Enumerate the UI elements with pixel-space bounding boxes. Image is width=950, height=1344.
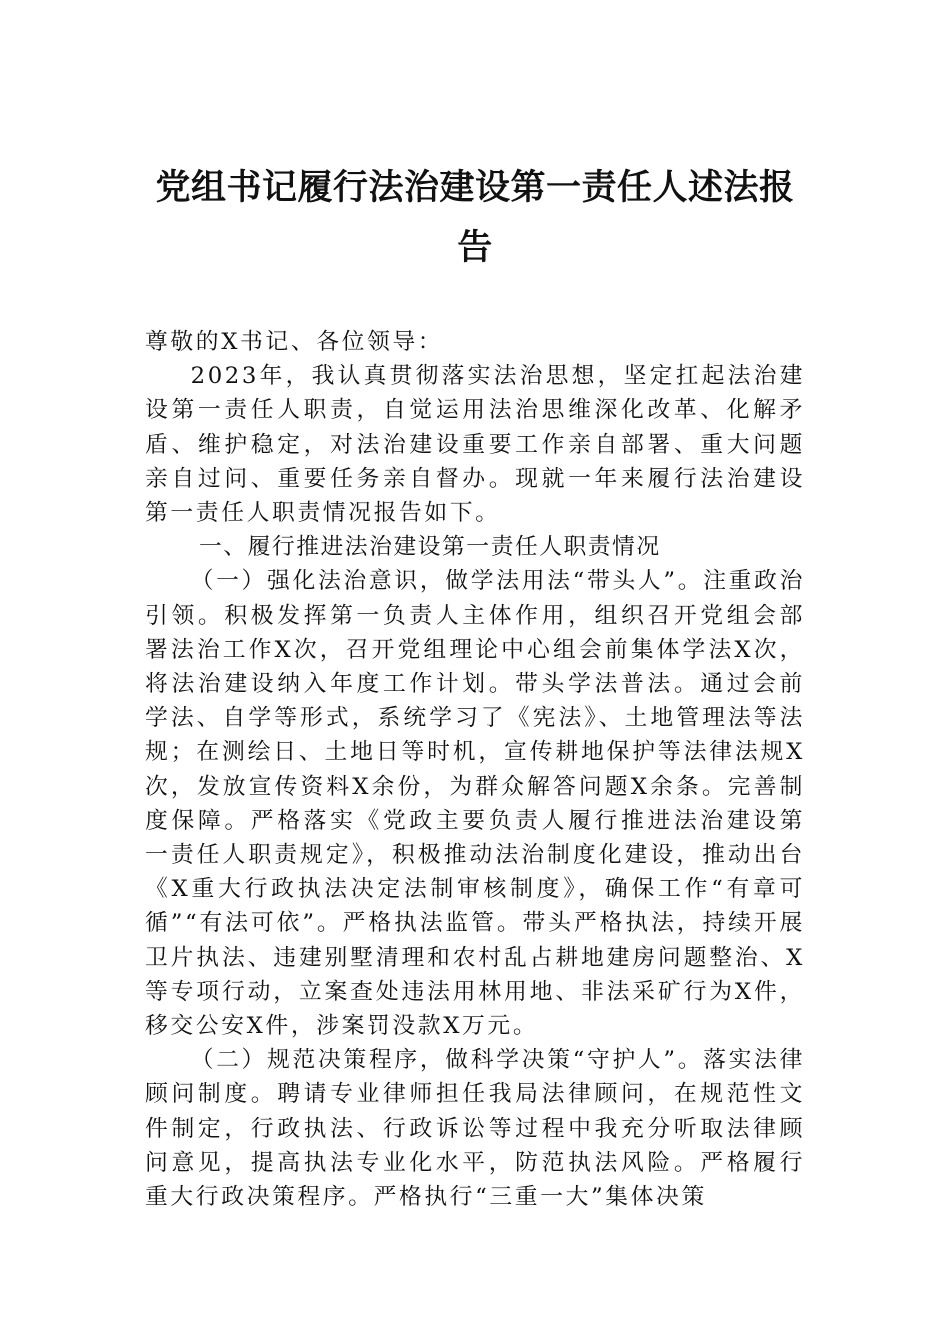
title-line-2: 告: [457, 227, 493, 268]
section-paragraph-1: （一）强化法治意识，做学法用法“带头人”。注重政治引领。积极发挥第一负责人主体作用，组织召开党组会部署法治工作X次，召开党组理论中心组会前集体学法X次，将法治建设纳入年度工作计划。带头学法普法。通过会前学法、自学等形式，系统学习了《宪法》、土地管理法等法规；在测绘日、土地日等时机，宣传耕地保护等法律法规X次，发放宣传资料X余份，为群众解答问题X余条。完善制度保障。严格落实《党政主要负责人履行推进法治建设第一责任人职责规定》，积极推动法治制度化建设，推动出台《X重大行政执法决定法制审核制度》，确保工作“有章可循”“有法可依”。严格执法监管。带头严格执法，持续开展卫片执法、违建别墅清理和农村乱占耕地建房问题整治、X等专项行动，立案查处违法用林用地、非法采矿行为X件，移交公安X件，涉案罚没款X万元。: [145, 568, 805, 1040]
title-line-1: 党组书记履行法治建设第一责任人述法报: [155, 167, 795, 208]
intro-paragraph: 2023年，我认真贯彻落实法治思想，坚定扛起法治建设第一责任人职责，自觉运用法治思维深化改革、化解矛盾、维护稳定，对法治建设重要工作亲自部署、重大问题亲自过问、重要任务亲自督办。现就一年来履行法治建设第一责任人职责情况报告如下。: [145, 363, 805, 527]
document-title: [145, 158, 805, 278]
document-body: [145, 325, 805, 1214]
salutation: 尊敬的X书记、各位领导：: [145, 329, 444, 355]
section-paragraph-2: （二）规范决策程序，做科学决策“守护人”。落实法律顾问制度。聘请专业律师担任我局法律顾问，在规范性文件制定，行政执法、行政诉讼等过程中我充分听取法律顾问意见，提高执法专业化水平，防范执法风险。严格履行重大行政决策程序。严格执行“三重一大”集体决策: [145, 1047, 805, 1211]
section-heading: 一、履行推进法治建设第一责任人职责情况: [199, 534, 661, 561]
